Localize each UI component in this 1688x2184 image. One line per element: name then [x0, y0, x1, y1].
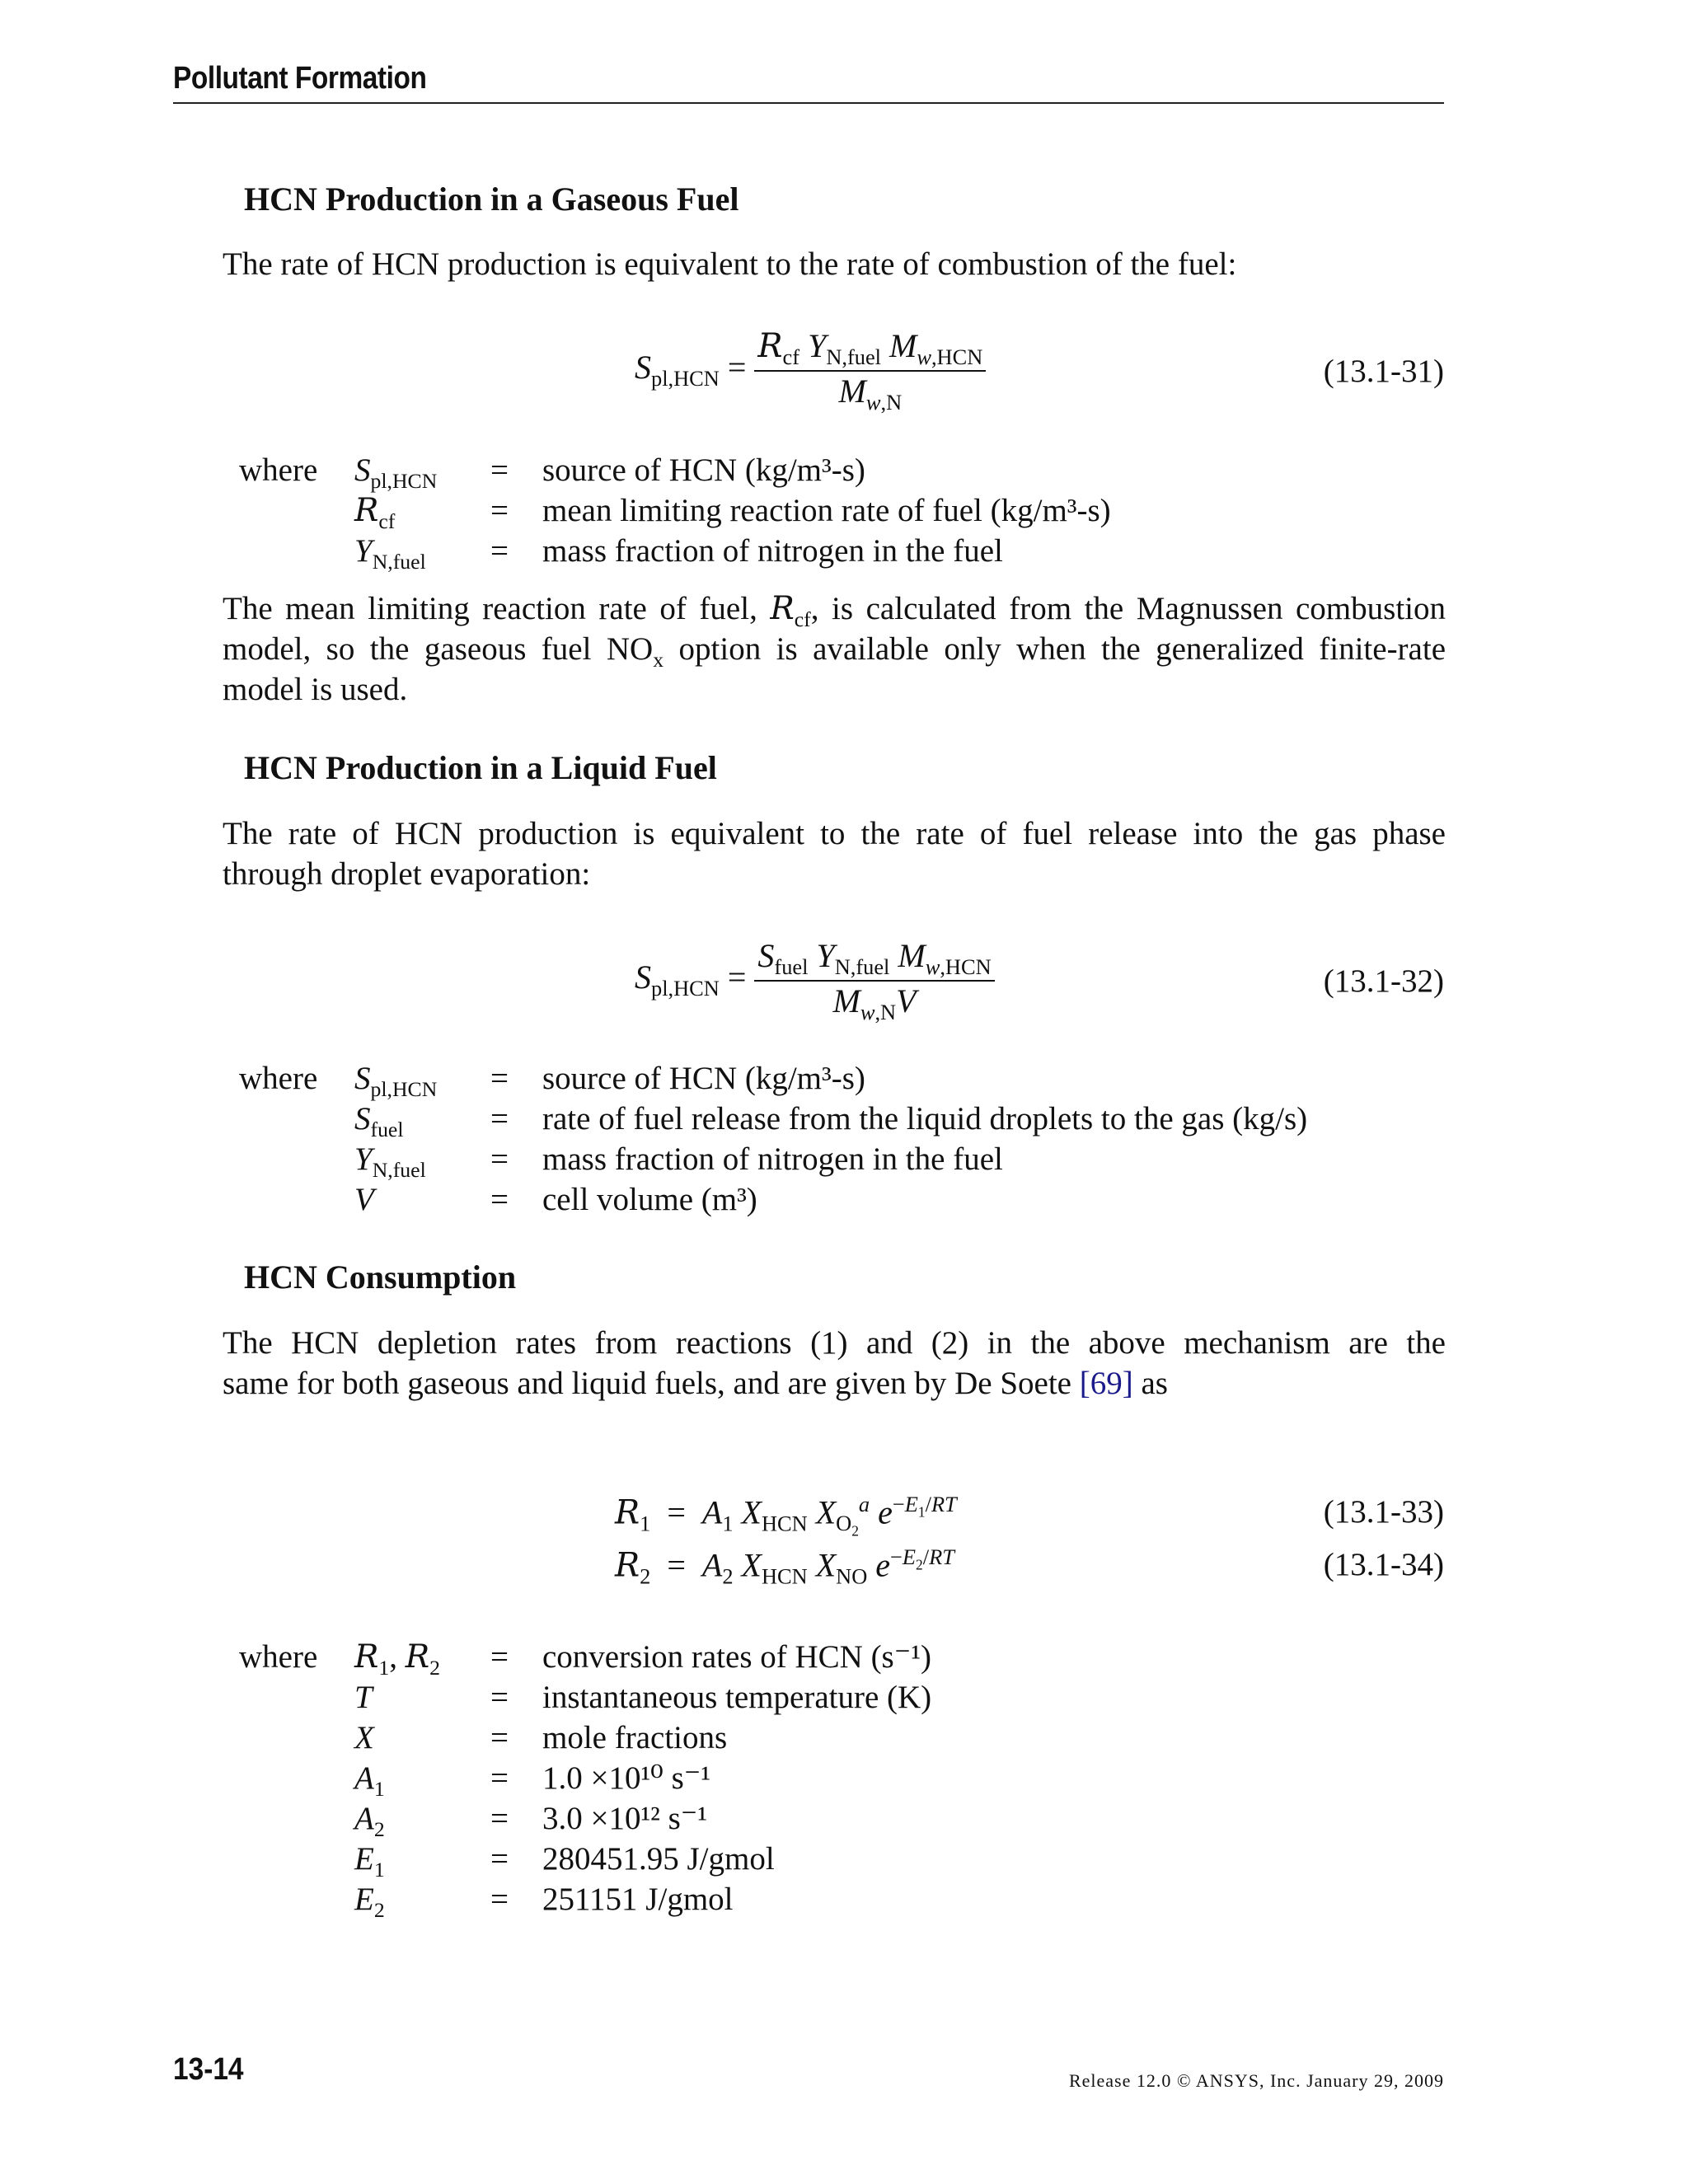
where-row: X = mole fractions — [354, 1720, 728, 1755]
where-row: $E_2$ = 251151 J/gmol — [354, 1882, 734, 1922]
equation-13-1-34: $R_2 = A_2$ $X_{HCN}$ $X_{NO}$ $e^{-E_2/RT}$ — [615, 1544, 954, 1589]
release-note: Release 12.0 © ANSYS, Inc. January 29, 2009 — [1068, 2070, 1444, 2091]
paragraph-magnussen: The mean limiting reaction rate of fuel, $R_{cf}$, is calculated from the Magnussen combustion model, so the gaseous fuel $NO_x$ option is available only when the generalized finite-rate model is used. — [223, 590, 1447, 707]
equation-13-1-31: $S_{pl,HCN}$ = $\frac{R_{cf} Y_{N,fuel} M_{w,HCN}}{M_{w,N}}$ — [635, 326, 986, 415]
where-row: $Y_{N,fuel}$ = mass fraction of nitrogen in the fuel — [354, 533, 1003, 574]
chapter-title: Pollutant Formation — [173, 61, 427, 96]
section-heading-gaseous: HCN Production in a Gaseous Fuel — [244, 180, 739, 218]
where-row: where $S_{pl,HCN}$ = source of HCN (kg/m³-s) — [239, 1061, 865, 1101]
equation-number: (13.1-34) — [1323, 1547, 1444, 1582]
where-row: $S_{fuel}$ = rate of fuel release from the liquid droplets to the gas (kg/s) — [354, 1101, 1308, 1141]
where-row: where $S_{pl,HCN}$ = source of HCN (kg/m³-s) — [239, 452, 865, 493]
paragraph-liquid-intro: The rate of HCN production is equivalent to the rate of fuel release into the gas phase through droplet evaporation: — [223, 816, 1446, 892]
equation-number: (13.1-31) — [1323, 354, 1444, 389]
where-row: $A_1$ = 1.0 ×10¹⁰ s⁻¹ — [354, 1760, 711, 1801]
citation-link[interactable]: [69] — [1079, 1366, 1133, 1401]
where-table-2 — [239, 1058, 1442, 1220]
where-row: V = cell volume (m³) — [354, 1182, 757, 1217]
where-row: $E_1$ = 280451.95 J/gmol — [354, 1841, 775, 1882]
page-header — [173, 59, 1444, 104]
where-table-1 — [239, 450, 1228, 574]
section-heading-consumption: HCN Consumption — [244, 1258, 517, 1296]
where-row: T = instantaneous temperature (K) — [354, 1680, 932, 1715]
where-row: $A_2$ = 3.0 ×10¹² s⁻¹ — [354, 1801, 708, 1841]
where-row: where $R_1$, $R_2$ = conversion rates of HCN (s⁻¹) — [239, 1638, 931, 1680]
equation-number: (13.1-33) — [1323, 1494, 1444, 1530]
section-heading-liquid: HCN Production in a Liquid Fuel — [244, 749, 717, 786]
page-number: 13-14 — [173, 2052, 244, 2087]
paragraph-gaseous-intro: The rate of HCN production is equivalent to the rate of combustion of the fuel: — [223, 246, 1237, 282]
equation-number: (13.1-32) — [1323, 963, 1444, 999]
where-table-3 — [239, 1637, 1228, 1922]
paragraph-consumption: The HCN depletion rates from reactions (1) and (2) in the above mechanism are the same for both gaseous and liquid fuels, and are given by De Soete [69] as — [223, 1325, 1446, 1401]
equation-13-1-33: $R_1 = A_1$ $X_{HCN}$ $X_{O_2}^a$ $e^{-E_1/RT}$ — [615, 1492, 957, 1540]
where-row: $R_{cf}$ = mean limiting reaction rate of fuel (kg/m³-s) — [354, 492, 1111, 533]
equation-13-1-32: $S_{pl,HCN}$ = $\frac{S_{fuel} Y_{N,fuel} M_{w,HCN}}{M_{w,N}V}$ — [635, 936, 995, 1025]
where-row: $Y_{N,fuel}$ = mass fraction of nitrogen in the fuel — [354, 1141, 1003, 1182]
